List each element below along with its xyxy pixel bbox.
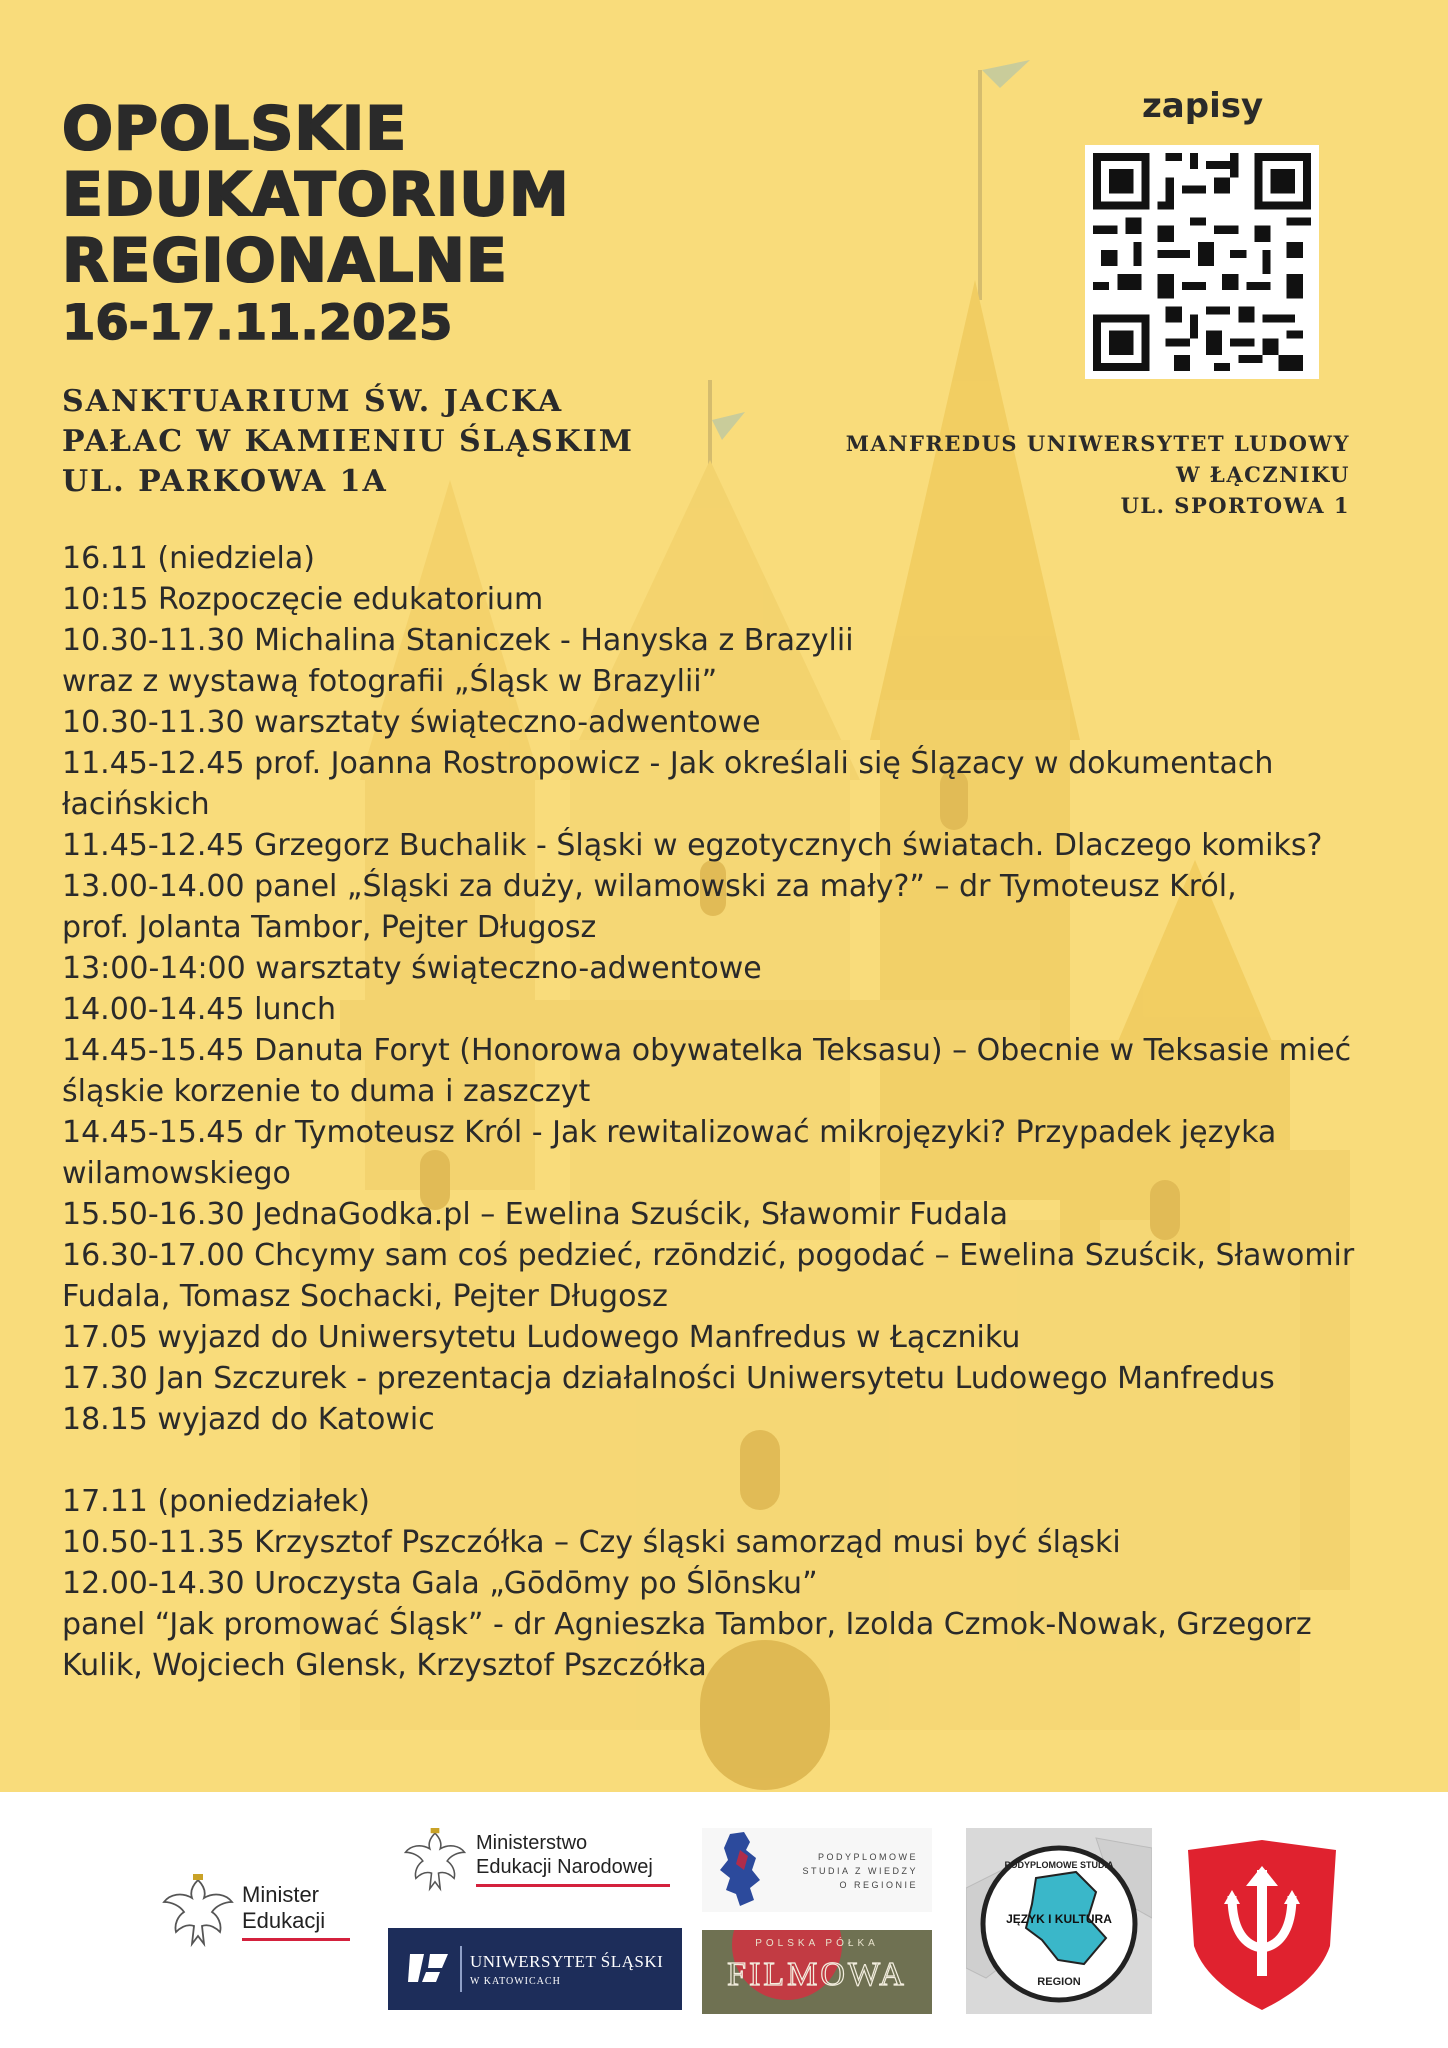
schedule-line: 16.11 (niedziela): [62, 541, 315, 576]
us-emblem-icon: [406, 1948, 452, 1988]
schedule-line: 13:00-14:00 warsztaty świąteczno-adwentowe: [62, 951, 762, 986]
schedule-line: 14.45-15.45 dr Tymoteusz Król - Jak rewitalizować mikrojęzyki? Przypadek języka: [62, 1115, 1277, 1150]
schedule-line: 17.30 Jan Szczurek - prezentacja działalności Uniwersytetu Ludowego Manfredus: [62, 1361, 1275, 1396]
men-line2: Edukacji Narodowej: [476, 1856, 653, 1878]
schedule-line: 17.11 (poniedziałek): [62, 1484, 370, 1519]
schedule-line: Kulik, Wojciech Glensk, Krzysztof Pszczółka: [62, 1648, 707, 1683]
schedule-line: 10.50-11.35 Krzysztof Pszczółka – Czy śląski samorząd musi być śląski: [62, 1525, 1121, 1560]
schedule-line: Fudala, Tomasz Sochacki, Pejter Długosz: [62, 1279, 668, 1314]
schedule-line: wraz z wystawą fotografii „Śląsk w Brazylii”: [62, 664, 718, 699]
venue-left-line: SANKTUARIUM ŚW. JACKA: [62, 384, 564, 419]
schedule-line: panel “Jak promować Śląsk” - dr Agnieszka Tambor, Izolda Czmok-Nowak, Grzegorz: [62, 1607, 1312, 1642]
divider: [460, 1946, 462, 1992]
schedule-line: 11.45-12.45 Grzegorz Buchalik - Śląski w egzotycznych światach. Dlaczego komiks?: [62, 828, 1323, 863]
podyp-line1: PODYPLOMOWE: [817, 1852, 918, 1862]
venue-left-line: PAŁAC W KAMIENIU ŚLĄSKIM: [62, 424, 635, 459]
uniwersytet-slaski-logo: [388, 1928, 682, 2010]
schedule-line: łacińskich: [62, 787, 210, 822]
schedule-line: 10.30-11.30 Michalina Staniczek - Hanyska z Brazylii: [62, 623, 854, 658]
schedule-line: śląskie korzenie to duma i zaszczyt: [62, 1074, 591, 1109]
schedule-line: wilamowskiego: [62, 1156, 291, 1191]
podyp-line3: O REGIONIE: [839, 1880, 918, 1890]
red-underline: [242, 1938, 350, 1941]
filmowa-top: POLSKA PÓŁKA: [755, 1938, 879, 1949]
schedule-line: 15.50-16.30 JednaGodka.pl – Ewelina Szuścik, Sławomir Fudala: [62, 1197, 1009, 1232]
us-sub: W KATOWICACH: [470, 1976, 561, 1987]
schedule-line: prof. Jolanta Tambor, Pejter Długosz: [62, 910, 597, 945]
schedule-line: 17.05 wyjazd do Uniwersytetu Ludowego Manfredus w Łączniku: [62, 1320, 1021, 1355]
jezyk-i-kultura-logo: [966, 1828, 1152, 2014]
podyp-line2: STUDIA Z WIEDZY: [802, 1866, 918, 1876]
venue-left: [62, 382, 634, 502]
minister-edukacji-logo: [160, 1872, 350, 1952]
schedule-line: 10:15 Rozpoczęcie edukatorium: [62, 582, 544, 617]
title-line-1: OPOLSKIE: [62, 94, 408, 164]
white-eagle-icon: [160, 1872, 236, 1952]
registration-label: zapisy: [1142, 86, 1264, 126]
schedule-line: 14.45-15.45 Danuta Foryt (Honorowa obywatelka Teksasu) – Obecnie w Teksasie mieć: [62, 1033, 1352, 1068]
venue-right: [846, 428, 1350, 521]
jezyk-bottom: REGION: [1037, 1976, 1081, 1988]
trident-shield-icon: [1180, 1836, 1344, 2014]
schedule-line: 13.00-14.00 panel „Śląski za duży, wilamowski za mały?” – dr Tymoteusz Król,: [62, 869, 1237, 904]
red-underline: [476, 1884, 670, 1887]
schedule-line: 10.30-11.30 warsztaty świąteczno-adwentowe: [62, 705, 761, 740]
title-line-2: EDUKATORIUM: [62, 160, 570, 230]
venue-right-line: MANFREDUS UNIWERSYTET LUDOWY: [845, 431, 1350, 456]
white-eagle-icon: [402, 1826, 468, 1896]
men-line1: Ministerstwo: [476, 1832, 588, 1854]
schedule-line: 12.00-14.30 Uroczysta Gala „Gōdōmy po Ślōnsku”: [62, 1566, 818, 1601]
sponsor-footer: [0, 1792, 1448, 2048]
us-name: UNIWERSYTET ŚLĄSKI: [470, 1952, 664, 1971]
red-shield-logo: [1180, 1836, 1344, 2014]
event-title: [62, 96, 570, 352]
jezyk-ring: PODYPLOMOWE STUDIA: [1004, 1860, 1114, 1870]
schedule-line: 11.45-12.45 prof. Joanna Rostropowicz - Jak określali się Ślązacy w dokumentach: [62, 746, 1274, 781]
podyplomowe-studia-logo: [702, 1828, 932, 1912]
venue-right-line: W ŁĄCZNIKU: [1176, 462, 1350, 487]
qr-code-icon[interactable]: [1085, 145, 1319, 379]
title-line-3: REGIONALNE: [62, 226, 508, 296]
minister-line1: Minister: [242, 1882, 320, 1907]
schedule-line: 16.30-17.00 Chcymy sam coś pedzieć, rzōndzić, pogodać – Ewelina Szuścik, Sławomir: [62, 1238, 1355, 1273]
schedule: [62, 538, 1382, 1686]
minister-line2: Edukacji: [242, 1908, 326, 1933]
schedule-line: 18.15 wyjazd do Katowic: [62, 1402, 435, 1437]
men-logo: [402, 1826, 672, 1896]
polska-polka-filmowa-logo: [702, 1930, 932, 2014]
schedule-line: 14.00-14.45 lunch: [62, 992, 336, 1027]
silesia-map-icon: [710, 1830, 770, 1910]
schedule-spacer: [62, 1440, 1382, 1481]
venue-right-line: UL. SPORTOWA 1: [1120, 493, 1350, 518]
venue-left-line: UL. PARKOWA 1A: [62, 464, 388, 499]
event-date: 16-17.11.2025: [62, 295, 453, 351]
filmowa-main: FILMOWA: [727, 1956, 907, 1993]
jezyk-center: JĘZYK I KULTURA: [1006, 1912, 1112, 1926]
